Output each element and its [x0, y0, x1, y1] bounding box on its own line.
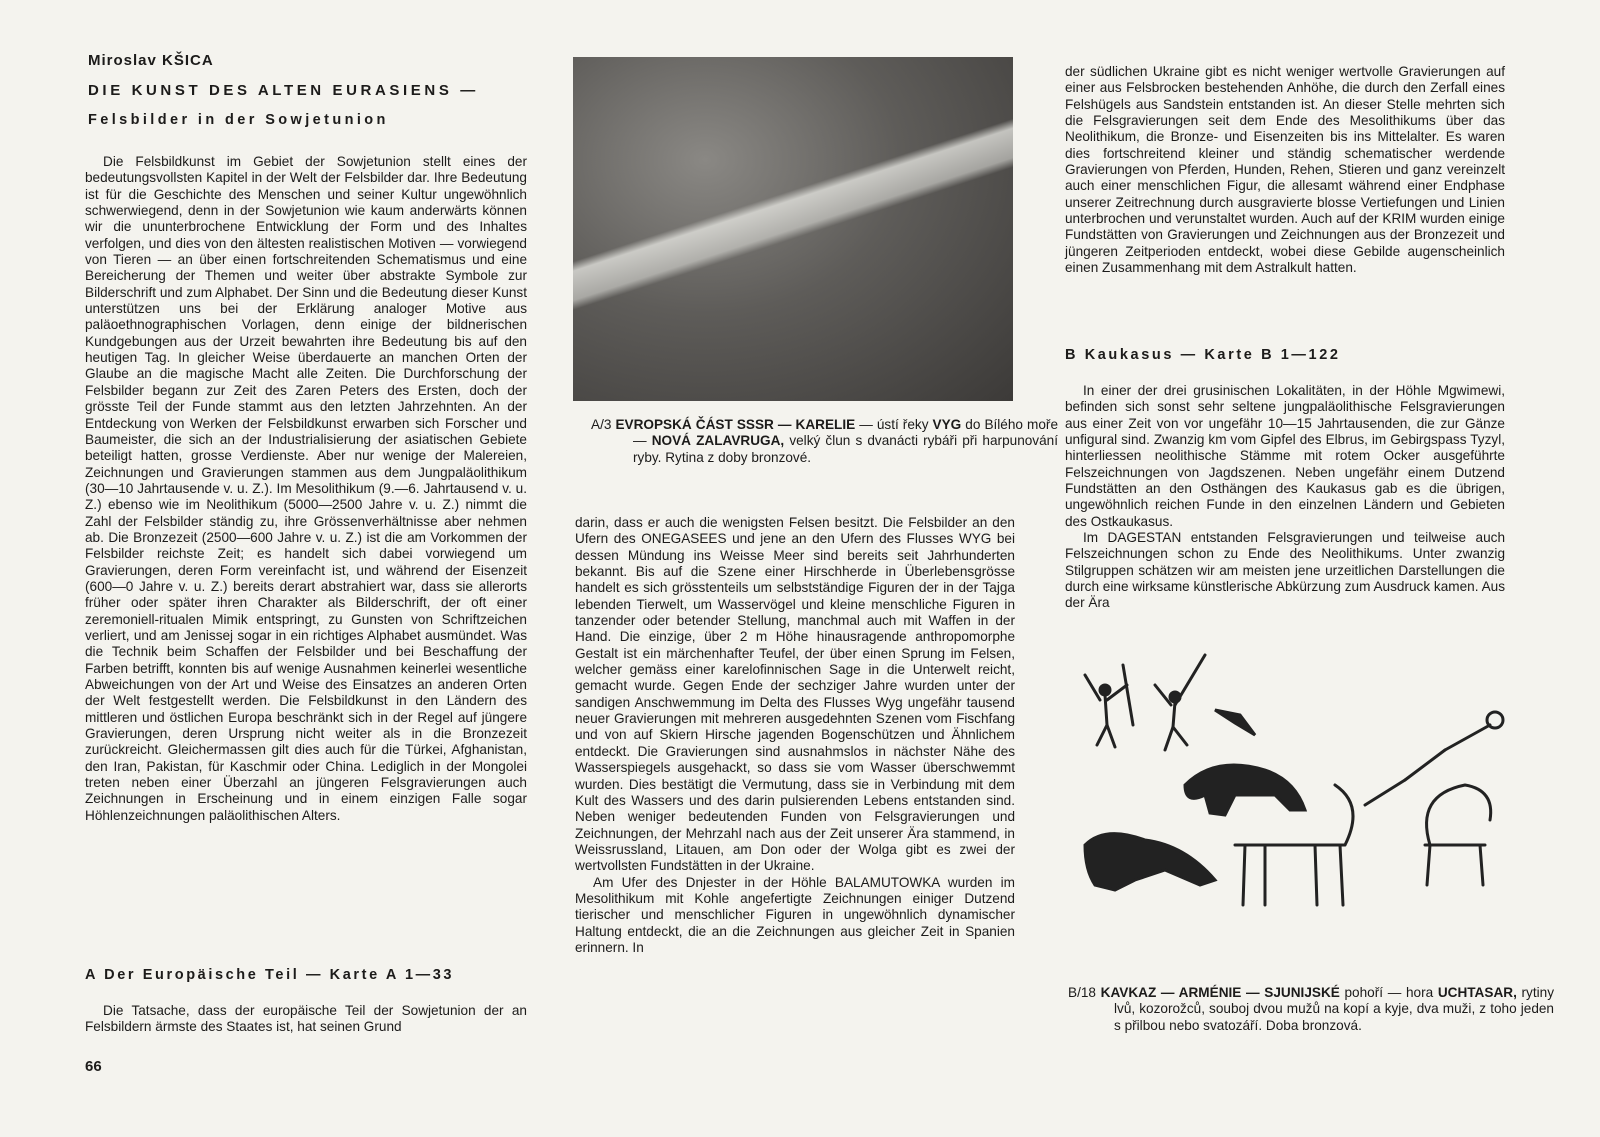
paragraph: Im DAGESTAN entstanden Felsgravierungen und teilweise auch Felszeichnungen schon zu Ende des Neolithikums. Unter zwanzig Stilgruppen schätzen wir am meisten jene urzeitlichen Darstellungen die durch eine wirksame künstlerische Abkürzung zum Ausdruck kamen. Aus der Ära	[1065, 530, 1505, 611]
page-number: 66	[85, 1058, 102, 1075]
section-b-heading: B Kaukasus — Karte B 1—122	[1065, 347, 1341, 363]
photo-caption: A/3 EVROPSKÁ ČÁST SSSR — KARELIE — ústí řeky VYG do Bílého moře — NOVÁ ZALAVRUGA, velký člun s dvanácti rybáři při harpunování ryby. Rytina z doby bronzové.	[591, 417, 1059, 465]
drawing-caption: B/18 KAVKAZ — ARMÉNIE — SJUNIJSKÉ pohoří — hora UCHTASAR, rytiny lvů, kozorožců, souboj dvou mužů na kopí a kyje, dva muži, z toho jeden s přilbou nebo svatozáří. Doba bronzová.	[1068, 985, 1554, 1033]
lion-2	[1085, 834, 1215, 890]
paragraph: Die Tatsache, dass der europäische Teil der Sowjetunion der an Felsbildern ärmste des Staates ist, hat seinen Grund	[85, 1003, 527, 1035]
figure-man-1	[1085, 665, 1133, 747]
author: Miroslav KŠICA	[88, 52, 214, 69]
section-a-heading: A Der Europäische Teil — Karte A 1—33	[85, 967, 455, 983]
bird	[1215, 710, 1255, 735]
article-subtitle: Felsbilder in der Sowjetunion	[88, 112, 389, 128]
paragraph: darin, dass er auch die wenigsten Felsen besitzt. Die Felsbilder an den Ufern des ONEGASEES und jene an den Ufern des Flusses WYG bei dessen Mündung ins Weisse Meer sind bereits seit Jahrhunderten bekannt. Bis auf die Szene einer Hirschherde in Überlebensgrösse handelt es sich grösstenteils um selbstständige Figuren der in der Tajga lebenden Tierwelt, um Wasservögel und kleine menschliche Figuren in tanzender oder betender Stellung, manchmal auch mit Waffen in der Hand. Die einzige, über 2 m Höhe hinausragende anthropomorphe Gestalt ist ein märchenhafter Teufel, der über einen Sprung im Felsen, welcher gemäss einer karelofinnischen Sage in die Unterwelt reicht, gemacht wurde. Gegen Ende der sechziger Jahre wurden unter der sandigen Anschwemmung im Delta des Flusses Wyg ungefähr tausend neuer Gravierungen mit mehreren ausgedehnten Szenen vom Fischfang und von auf Skiern Hirsche jagenden Bogenschützen und Ähnlichem entdeckt. Die Gravierungen sind ausnahmslos in nächster Nähe des Wasserspiegels ausgehackt, so dass sie vom Wasser überschwemmt wurden. Dies bestätigt die Vermutung, dass sie in Verbindung mit dem Kult des Wassers und des darin pulsierenden Lebens entstanden sind. Neben weniger bedeutenden Funden von Felsgravierungen und Zeichnungen, der Mehrzahl nach aus der Zeit unserer Ära stammend, in Weissrussland, Litauen, am Don oder der Wolga gibt es zwei der wertvollsten Fundstätten in der Ukraine.	[575, 515, 1015, 874]
figure-man-2	[1155, 655, 1205, 750]
ibex-2	[1425, 785, 1491, 885]
rock-engraving-photo	[573, 57, 1013, 401]
lion-1	[1185, 765, 1305, 815]
right-column-body	[1065, 383, 1505, 612]
paragraph: In einer der drei grusinischen Lokalitäten, in der Höhle Mgwimewi, befinden sich sonst sehr seltene jungpaläolithische Felsgravierungen aus einer Zeit von vor ungefähr 10—15 Jahrtausenden, die zur Gänze unfigural sind. Zwanzig km vom Gipfel des Elbrus, im Gebirgspass Tyzyl, hinterliessen neolithische Stämme mit rotem Ocker ausgeführte Felszeichnungen von Jagdszenen. Neben ungefähr einem Dutzend Fundstätten an den Osthängen des Kaukasus gab es die übrigen, ungewöhnlich reichen Funde in den einzelnen Ländern und Gebieten des Ostkaukasus.	[1065, 383, 1505, 529]
middle-column	[575, 515, 1015, 956]
paragraph: Am Ufer des Dnjester in der Höhle BALAMUTOWKA wurden im Mesolithikum mit Kohle angefertigte Zeichnungen einiger Dutzend tierischer und menschlicher Figuren in ungewöhnlich dynamischer Haltung entdeckt, die an die Zeichnungen aus gleicher Zeit in Spanien erinnern. In	[575, 874, 1015, 955]
section-a-start	[85, 1003, 527, 1036]
intro-paragraph: Die Felsbildkunst im Gebiet der Sowjetunion stellt eines der bedeutungsvollsten Kapitel in der Welt der Felsbilder dar. Ihre Bedeutung ist für die Geschichte des Menschen und seiner Kultur ungewöhnlich schwerwiegend, denn in der Sowjetunion wie kaum anderwärts können wir die ununterbrochene Entwicklung der Form und des Inhaltes verfolgen, und dies von den ältesten realistischen Motiven — vorwiegend von Tieren — an über einen fortschreitenden Schematismus und eine Bereicherung der Themen und weiter über abstrakte Symbole zur Bilderschrift und zum Alphabet. Der Sinn und die Bedeutung dieser Kunst unterstützen uns bei der Erklärung analoger Motive aus paläoethnographischen Vorlagen, denn einige der bildnerischen Kundgebungen aus der Urzeit bewahrten ihre Bedeutung bis auf den heutigen Tag. In gleicher Weise überdauerte an manchen Orten der Glaube an die magische Macht alle Zeiten. Die Durchforschung der Felsbilder begann zur Zeit des Zaren Peters des Ersten, doch der grösste Teil der Funde stammt aus den letzten Jahrzehnten. An der Entdeckung von Werken der Felsbildkunst erwarben sich Forscher und Baumeister, die sich an der Industrialisierung der asiatischen Gebiete beteiligt hatten, grosse Verdienste. Aber nur wenige der Malereien, Zeichnungen und Gravierungen stammen aus dem Jungpaläolithikum (30—10 Jahrtausende v. u. Z.). Im Mesolithikum (9.—6. Jahrtausend v. u. Z.) ebenso wie im Neolithikum (5000—2500 Jahre v. u. Z.) nimmt die Zahl der Felsbilder ständig zu, ihre Grössenverhältnisse aber nehmen ab. Die Bronzezeit (2500—600 Jahre v. u. Z.) ist die am Vorkommen der Felsbilder reichste Zeit; es handelt sich dabei vorwiegend um Gravierungen, deren Form vereinfacht ist, und während der Eisenzeit (600—0 Jahre v. u. Z.) bereits derart abstrahiert war, dass sie allerorts früher oder später ihren Charakter als Bilderschrift, der oft einer zeremoniell-ritualen Mimik entspringt, zu Gunsten von Schriftzeichen verliert, und am Jenissej sogar in ein richtiges Alphabet ausmündet. Was die Technik beim Schaffen der Felsbilder und bei Beschaffung der Farben betrifft, konnten bis auf wenige Ausnahmen keinerlei wesentliche Abweichungen von der Art und Weise des Einsatzes an anderen Orten der Welt festgestellt werden. Die Felsbildkunst in den Ländern des mittleren und östlichen Europa beschränkt sich in der Regel auf jüngere Gravierungen, deren Ursprung nicht weiter als in die Bronzezeit zurückreicht. Gleichermassen gilt dies auch für die Türkei, Afghanistan, den Iran, Pakistan, für Kaschmir oder China. Lediglich in der Mongolei treten neben einer Überzahl an jüngeren Felsgravierungen auch Zeichnungen in Erscheinung und in einem einzigen Falle sogar Höhlenzeichnungen paläolithischen Alters.	[85, 154, 527, 823]
article-title: DIE KUNST DES ALTEN EURASIENS —	[88, 82, 479, 99]
right-column-top	[1065, 64, 1505, 276]
left-column	[85, 154, 527, 824]
paragraph: der südlichen Ukraine gibt es nicht weniger wertvolle Gravierungen auf einer aus Felsbrocken bestehenden Anhöhe, die durch den Zerfall eines Felshügels aus Sandstein entstanden ist. An dieser Stelle mehrten sich die Felsgravierungen seit dem Ende des Mesolithikums über das Neolithikum, die Bronze- und Eisenzeiten bis ins Mittelalter. Es waren dies fortschreitend kleiner und ständig schematischer werdende Gravierungen von Pferden, Hunden, Rehen, Stieren und ganz vereinzelt auch einer menschlichen Figur, die allesamt während einer Endphase unserer Zeitrechnung durch ausgravierte blosse Vertiefungen und Linien unterbrochen und verunstaltet wurden. Auch auf der KRIM wurden einige Fundstätten von Gravierungen und Zeichnungen aus der Bronzezeit und jüngeren Zeitperioden entdeckt, wobei diese Gebilde augenscheinlich einen Zusammenhang mit dem Astralkult hatten.	[1065, 64, 1505, 276]
petroglyph-drawing	[1065, 645, 1510, 965]
